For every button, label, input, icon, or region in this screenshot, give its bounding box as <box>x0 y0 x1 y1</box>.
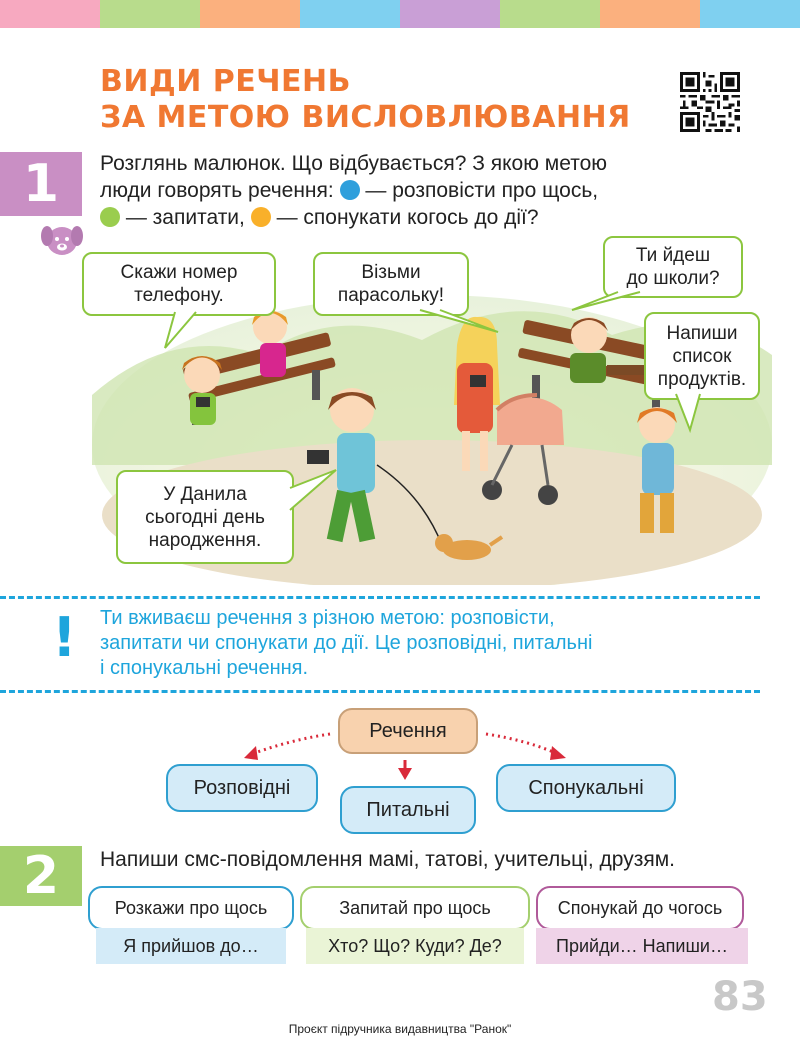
orange-dot-icon <box>251 207 271 227</box>
task-1-line-3-start: — запитати, <box>125 206 245 229</box>
scheme-interrogative: Питальні <box>340 786 476 834</box>
card-urge: Спонукай до чогось <box>536 886 744 930</box>
task-1-line-2 <box>100 177 740 204</box>
scheme-imperative: Спонукальні <box>496 764 676 812</box>
task-1-line-3 <box>100 204 740 231</box>
rule-bottom-divider <box>0 690 760 693</box>
top-color-stripe <box>0 0 800 28</box>
task-1-line-1: Розглянь малюнок. Що відбувається? З якою метою <box>100 152 608 175</box>
green-dot-icon <box>100 207 120 227</box>
blue-dot-icon <box>340 180 360 200</box>
bubble-text: Скажи номер <box>120 262 238 283</box>
rule-top-divider <box>0 596 760 599</box>
task-1-line-3-end: — спонукати когось до дії? <box>276 206 539 229</box>
speech-bubble-shopping-list <box>644 312 760 400</box>
speech-bubble-umbrella <box>313 252 469 316</box>
scheme-root-sentence: Речення <box>338 708 478 754</box>
exclamation-icon: ! <box>52 606 77 669</box>
stripe-segment <box>200 0 300 28</box>
bubble-text: Напиши <box>666 322 738 344</box>
task-1-line-2-end: — розповісти про щось, <box>365 179 599 202</box>
stripe-segment <box>500 0 600 28</box>
page-title <box>100 64 631 136</box>
stripe-segment <box>400 0 500 28</box>
title-line-1: ВИДИ РЕЧЕНЬ <box>100 64 351 99</box>
bubble-text: Візьми <box>361 262 421 283</box>
rule-line-2: запитати чи спонукати до дії. Це розповідні, питальні <box>100 632 593 654</box>
bubble-text: Ти йдеш <box>635 245 711 266</box>
speech-bubble-phone <box>82 252 276 316</box>
task-2-instructions: Напиши смс-повідомлення мамі, татові, учительці, друзям. <box>100 848 675 871</box>
stripe-segment <box>600 0 700 28</box>
bubble-text: У Данила <box>163 483 247 505</box>
stripe-segment <box>700 0 800 28</box>
hint-ask: Хто? Що? Куди? Де? <box>306 928 524 964</box>
bubble-text: до школи? <box>626 268 720 289</box>
qr-code-icon[interactable] <box>680 72 740 132</box>
hint-tell: Я прийшов до… <box>96 928 286 964</box>
footer-publisher: Проєкт підручника видавництва "Ранок" <box>288 1022 512 1036</box>
title-line-2: ЗА МЕТОЮ ВИСЛОВЛЮВАННЯ <box>100 100 631 135</box>
stripe-segment <box>100 0 200 28</box>
stripe-segment <box>0 0 100 28</box>
dog-icon <box>40 222 84 258</box>
task-1-instructions <box>100 150 740 231</box>
bubble-text: народження. <box>148 529 262 551</box>
bubble-text: список <box>672 345 732 367</box>
speech-bubble-school <box>603 236 743 298</box>
rule-line-1: Ти вживаєш речення з різною метою: розповісти, <box>100 607 555 629</box>
task-number-1: 1 <box>0 152 82 216</box>
task-number-2: 2 <box>0 846 82 906</box>
hint-urge: Прийди… Напиши… <box>536 928 748 964</box>
page-number: 83 <box>712 974 768 1020</box>
card-ask: Запитай про щось <box>300 886 530 930</box>
task-1-line-2-start: люди говорять речення: <box>100 179 334 202</box>
bubble-text: сьогодні день <box>145 506 265 528</box>
bubble-text: парасольку! <box>337 285 445 306</box>
speech-bubble-birthday <box>116 470 294 564</box>
scheme-declarative: Розповідні <box>166 764 318 812</box>
card-tell: Розкажи про щось <box>88 886 294 930</box>
rule-line-3: і спонукальні речення. <box>100 657 309 679</box>
stripe-segment <box>300 0 400 28</box>
rule-text <box>100 606 740 681</box>
bubble-text: телефону. <box>134 285 224 306</box>
bubble-text: продуктів. <box>657 368 747 390</box>
